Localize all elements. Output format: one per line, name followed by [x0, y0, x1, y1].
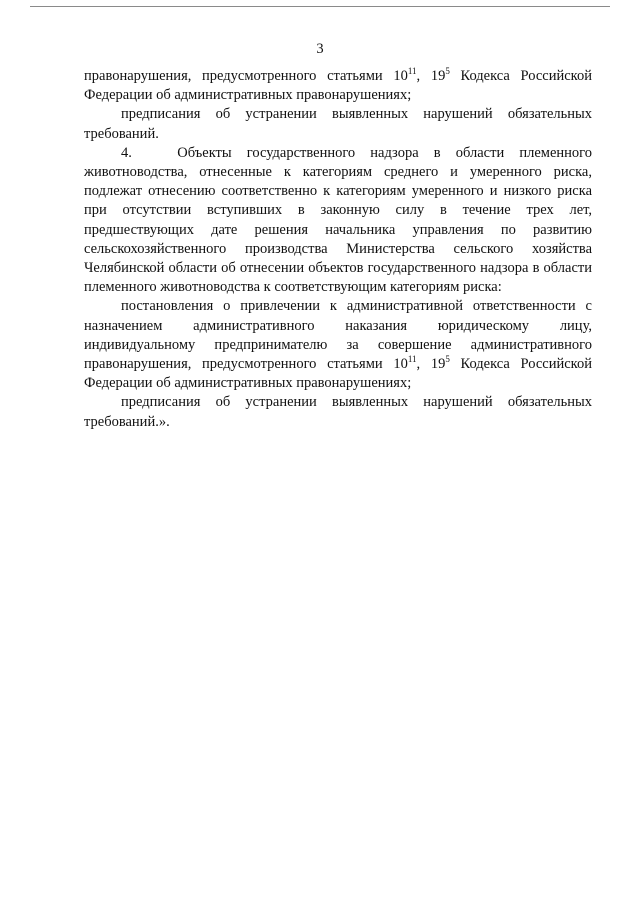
page-top-rule — [30, 6, 610, 7]
document-body — [84, 67, 592, 432]
paragraph-resolutions: постановления о привлечении к административной ответственности с назначением административного наказания юридическому лицу, индивидуальному предпринимателю за совершение административного правонарушения, предусмотренного статьями $10^{11}$, $19^5$ Кодекса Российской Федерации об административных правонарушениях; — [84, 298, 592, 392]
paragraph-prescriptions-final: предписания об устранении выявленных нарушений обязательных требований.». — [84, 394, 592, 430]
superscript: 11 — [407, 66, 417, 76]
paragraph-prescriptions: предписания об устранении выявленных нарушений обязательных требований. — [84, 106, 592, 142]
paragraph-continuation: правонарушения, предусмотренного статьями $10^{11}$, $19^5$ Кодекса Российской Федерации об административных правонарушениях; — [84, 66, 592, 104]
superscript: 5 — [445, 66, 450, 76]
superscript: 11 — [407, 354, 417, 365]
page-number: 3 — [316, 41, 324, 57]
superscript: 5 — [445, 354, 450, 365]
paragraph-item-4: 4. Объекты государственного надзора в области племенного животноводства, отнесенные к категориям среднего и умеренного риска, подлежат отнесению соответственно к категориям умеренного и низкого риска при отсутствии вступивших в законную силу в течение трех лет, предшествующих дате решения начальника управления по развитию сельскохозяйственного производства Министерства сельского хозяйства Челябинской области об отнесении объектов государственного надзора в области племенного животноводства к соответствующим категориям риска: — [84, 144, 592, 296]
